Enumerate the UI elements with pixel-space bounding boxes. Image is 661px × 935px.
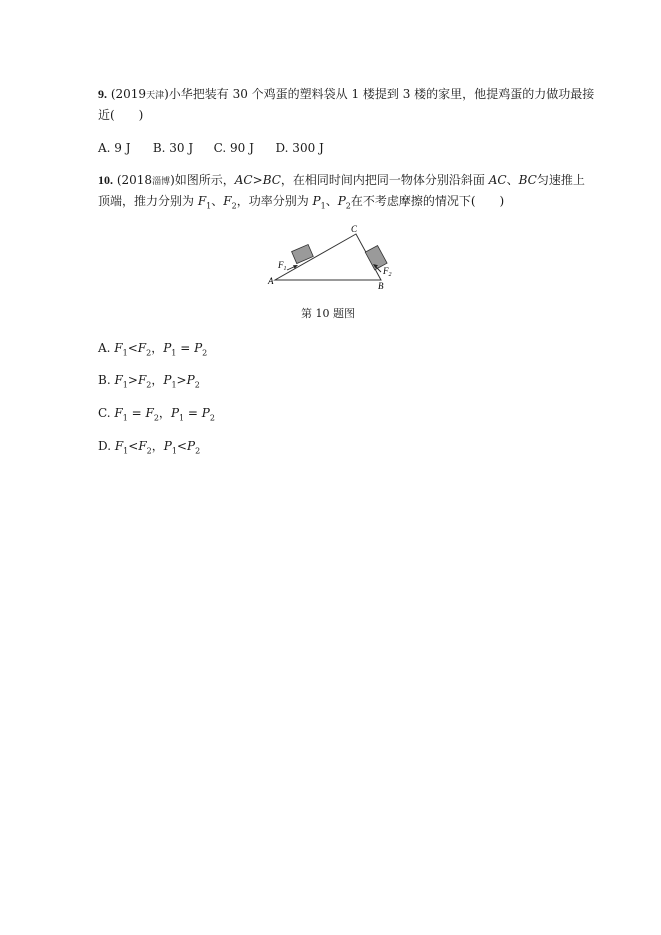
q9-text-line1: )小华把装有 30 个鸡蛋的塑料袋从 1 楼提到 3 楼的家里，他提鸡蛋的力做功最接 — [164, 87, 595, 101]
opt-f1-sub: 1 — [122, 380, 128, 390]
q10-l2-post: 在不考虑摩擦的情况下( ) — [350, 194, 505, 208]
opt-p1: P — [163, 439, 172, 453]
opt-p1-sub: 1 — [171, 348, 177, 358]
q10-l2-f1-sub: 1 — [206, 201, 212, 211]
q9-source-place: 天津 — [146, 91, 165, 101]
triangle-abc — [275, 234, 381, 280]
opt-rel2: = — [176, 341, 195, 355]
q10-line2 — [98, 193, 504, 214]
q9-line2 — [98, 107, 143, 123]
opt-p2: P — [186, 373, 195, 387]
q10-option-c — [98, 405, 215, 426]
label-f2-letter: F — [383, 266, 389, 276]
q10-l1-ac2: AC — [488, 173, 507, 187]
q10-l1-ac: AC — [234, 173, 253, 187]
opt-rel1: > — [127, 373, 138, 387]
opt-rel2: = — [184, 406, 202, 420]
opt-letter: D. — [98, 439, 115, 453]
q10-number: 10. — [98, 173, 113, 187]
opt-comma: ， — [151, 373, 164, 387]
label-f1-letter: F — [278, 260, 284, 270]
q10-l2-f2: F — [223, 194, 232, 208]
opt-rel2: > — [176, 373, 187, 387]
opt-p2: P — [201, 406, 210, 420]
opt-comma: ， — [158, 406, 171, 420]
opt-f2: F — [137, 341, 147, 355]
figure-caption: 第 10 题图 — [301, 307, 355, 320]
opt-p2-sub: 2 — [202, 348, 208, 358]
opt-f1: F — [114, 373, 123, 387]
q10-option-a — [98, 340, 207, 361]
q10-l1-bc: BC — [262, 173, 281, 187]
opt-p2: P — [194, 341, 203, 355]
q10-l2-f2-sub: 2 — [231, 201, 237, 211]
opt-p2-sub: 2 — [195, 446, 201, 456]
opt-p1-sub: 1 — [171, 380, 177, 390]
opt-rel1: = — [127, 406, 146, 420]
q10-l2-f1: F — [197, 194, 207, 208]
label-f2 — [382, 266, 392, 278]
opt-p1: P — [163, 373, 172, 387]
q10-l2-p1: P — [312, 194, 321, 208]
q10-line1 — [98, 172, 585, 190]
q10-l2-mid: ，功率分别为 — [236, 194, 313, 208]
opt-f2: F — [138, 439, 147, 453]
q10-l2-pre: 顶端，推力分别为 — [98, 194, 198, 208]
opt-f1-sub: 1 — [122, 413, 128, 423]
opt-f1-sub: 1 — [123, 446, 129, 456]
q10-option-d — [98, 438, 200, 459]
opt-f1-sub: 1 — [122, 348, 128, 358]
q10-l2-sep1: 、 — [211, 194, 224, 208]
opt-comma: ， — [151, 439, 164, 453]
q9-choice-b: B. 30 J — [152, 141, 194, 155]
opt-f2: F — [137, 373, 147, 387]
q9-choice-c: C. 90 J — [213, 141, 254, 155]
opt-f1: F — [114, 406, 123, 420]
label-f1 — [277, 260, 287, 272]
opt-rel1: < — [128, 439, 139, 453]
q10-l2-p2-sub: 2 — [345, 201, 351, 211]
opt-p1: P — [170, 406, 180, 420]
opt-f2-sub: 2 — [153, 413, 159, 423]
label-a: A — [268, 276, 274, 286]
q10-l2-sep2: 、 — [325, 194, 338, 208]
q10-source-place: 淄博 — [152, 177, 171, 187]
opt-p1-sub: 1 — [171, 446, 177, 456]
opt-p2-sub: 2 — [209, 413, 215, 423]
label-f2-sub: 2 — [388, 272, 392, 278]
q10-l1-mid: ，在相同时间内把同一物体分别沿斜面 — [280, 173, 489, 187]
opt-letter: A. — [98, 341, 115, 355]
opt-letter: C. — [98, 406, 115, 420]
opt-f1: F — [114, 439, 124, 453]
q10-option-b — [98, 372, 200, 393]
opt-f2-sub: 2 — [146, 446, 152, 456]
q9-number: 9. — [98, 87, 107, 101]
q10-l1-pre: )如图所示， — [170, 173, 235, 187]
incline-figure — [265, 218, 395, 296]
q10-l1-bc2: BC — [518, 173, 537, 187]
label-c: C — [351, 224, 358, 234]
block-on-ac — [292, 245, 314, 264]
q9-line1 — [98, 86, 594, 104]
opt-f2-sub: 2 — [146, 348, 152, 358]
opt-rel1: < — [127, 341, 138, 355]
opt-p1: P — [163, 341, 172, 355]
q10-l2-p2: P — [337, 194, 346, 208]
opt-f2-sub: 2 — [146, 380, 152, 390]
opt-f1: F — [114, 341, 123, 355]
q10-l2-p1-sub: 1 — [320, 201, 326, 211]
q10-l1-post: 匀速推上 — [536, 173, 585, 187]
q9-source-year: (2019 — [110, 87, 147, 101]
label-f1-sub: 1 — [283, 266, 287, 272]
q9-choice-a: A. 9 J — [98, 141, 131, 155]
opt-comma: ， — [151, 341, 164, 355]
opt-rel2: < — [176, 439, 187, 453]
q10-l1-sep: 、 — [506, 173, 519, 187]
opt-p2-sub: 2 — [194, 380, 200, 390]
q9-text-line2: 近( ) — [98, 108, 144, 122]
opt-p1-sub: 1 — [179, 413, 185, 423]
q10-source-year: (2018 — [116, 173, 153, 187]
q9-choices — [98, 140, 324, 156]
label-b: B — [378, 281, 384, 291]
q10-l1-gt: > — [252, 173, 263, 187]
opt-letter: B. — [98, 373, 115, 387]
opt-f2: F — [145, 406, 154, 420]
opt-p2: P — [186, 439, 196, 453]
q9-choice-d: D. 300 J — [275, 141, 324, 155]
